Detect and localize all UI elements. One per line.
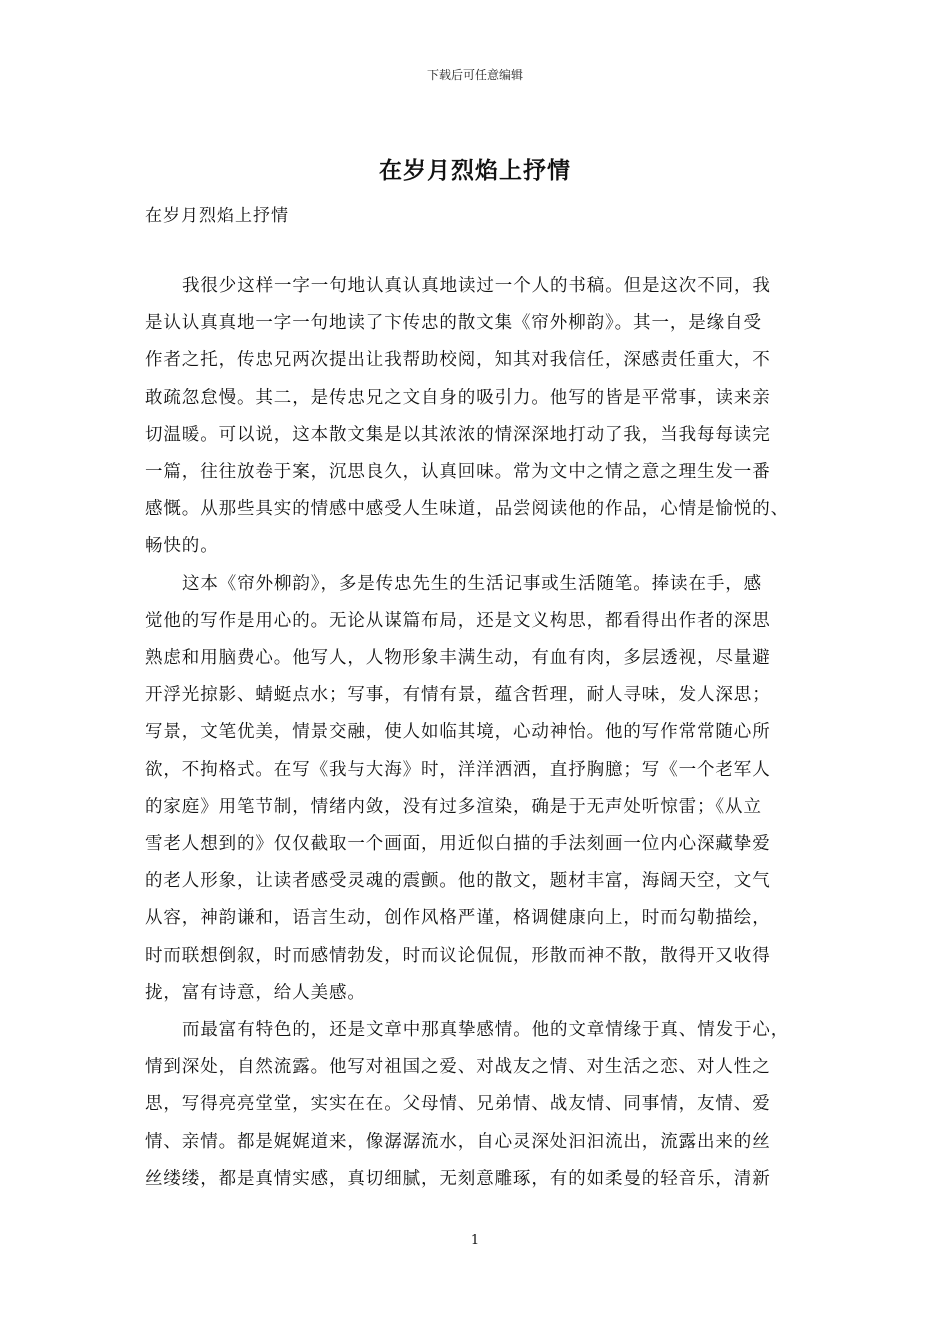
body-line: 是认认真真地一字一句地读了卞传忠的散文集《帘外柳韵》。其一，是缘自受 bbox=[145, 313, 762, 334]
body-line: 作者之托，传忠兄两次提出让我帮助校阅，知其对我信任，深感责任重大，不 bbox=[145, 350, 771, 371]
document-subtitle: 在岁月烈焰上抒情 bbox=[145, 206, 289, 226]
body-line: 切温暖。可以说，这本散文集是以其浓浓的情深深地打动了我，当我每每读完 bbox=[145, 424, 771, 445]
body-line: 写景，文笔优美，情景交融，使人如临其境，心动神怡。他的写作常常随心所 bbox=[145, 722, 771, 743]
body-line: 从容，神韵谦和，语言生动，创作风格严谨，格调健康向上，时而勾勒描绘， bbox=[145, 908, 771, 929]
body-line: 时而联想倒叙，时而感情勃发，时而议论侃侃，形散而神不散，散得开又收得 bbox=[145, 945, 771, 966]
body-line: 而最富有特色的，还是文章中那真挚感情。他的文章情缘于真、情发于心， bbox=[182, 1020, 790, 1041]
body-line: 畅快的。 bbox=[145, 536, 219, 557]
page-header-note: 下载后可任意编辑 bbox=[426, 68, 523, 82]
page-number: 1 bbox=[470, 1233, 480, 1248]
body-line: 敢疏忽怠慢。其二，是传忠兄之文自身的吸引力。他写的皆是平常事，读来亲 bbox=[145, 387, 771, 408]
body-line: 思，写得亮亮堂堂，实实在在。父母情、兄弟情、战友情、同事情，友情、爱 bbox=[145, 1094, 771, 1115]
document-title: 在岁月烈焰上抒情 bbox=[379, 157, 571, 184]
body-line: 开浮光掠影、蜻蜓点水；写事，有情有景，蕴含哲理，耐人寻味，发人深思； bbox=[145, 685, 771, 706]
body-line: 情、亲情。都是娓娓道来，像潺潺流水，自心灵深处汩汩流出，流露出来的丝 bbox=[145, 1131, 771, 1152]
body-line: 欲，不拘格式。在写《我与大海》时，洋洋洒洒，直抒胸臆；写《一个老军人 bbox=[145, 759, 771, 780]
body-line: 感慨。从那些具实的情感中感受人生味道，品尝阅读他的作品，心情是愉悦的、 bbox=[145, 499, 789, 520]
body-line: 熟虑和用脑费心。他写人，人物形象丰满生动，有血有肉，多层透视，尽量避 bbox=[145, 648, 771, 669]
body-line: 我很少这样一字一句地认真认真地读过一个人的书稿。但是这次不同，我 bbox=[182, 276, 771, 296]
document-body bbox=[145, 268, 807, 1198]
body-line: 情到深处，自然流露。他写对祖国之爱、对战友之情、对生活之恋、对人性之 bbox=[145, 1057, 771, 1078]
body-line: 觉他的写作是用心的。无论从谋篇布局，还是文义构思，都看得出作者的深思 bbox=[145, 610, 771, 631]
body-line: 雪老人想到的》仅仅截取一个画面，用近似白描的手法刻画一位内心深藏挚爱 bbox=[145, 834, 771, 855]
body-line: 一篇，往往放卷于案，沉思良久，认真回味。常为文中之情之意之理生发一番 bbox=[145, 462, 771, 483]
body-line: 这本《帘外柳韵》，多是传忠先生的生活记事或生活随笔。捧读在手，感 bbox=[182, 573, 763, 594]
body-line: 的家庭》用笔节制，情绪内敛，没有过多渲染，确是于无声处听惊雷；《从立 bbox=[145, 796, 762, 817]
body-line: 拢，富有诗意，给人美感。 bbox=[145, 982, 366, 1003]
body-line: 的老人形象，让读者感受灵魂的震颤。他的散文，题材丰富，海阔天空，文气 bbox=[145, 871, 771, 892]
body-line: 丝缕缕，都是真情实感，真切细腻，无刻意雕琢，有的如柔曼的轻音乐，清新 bbox=[145, 1168, 771, 1189]
